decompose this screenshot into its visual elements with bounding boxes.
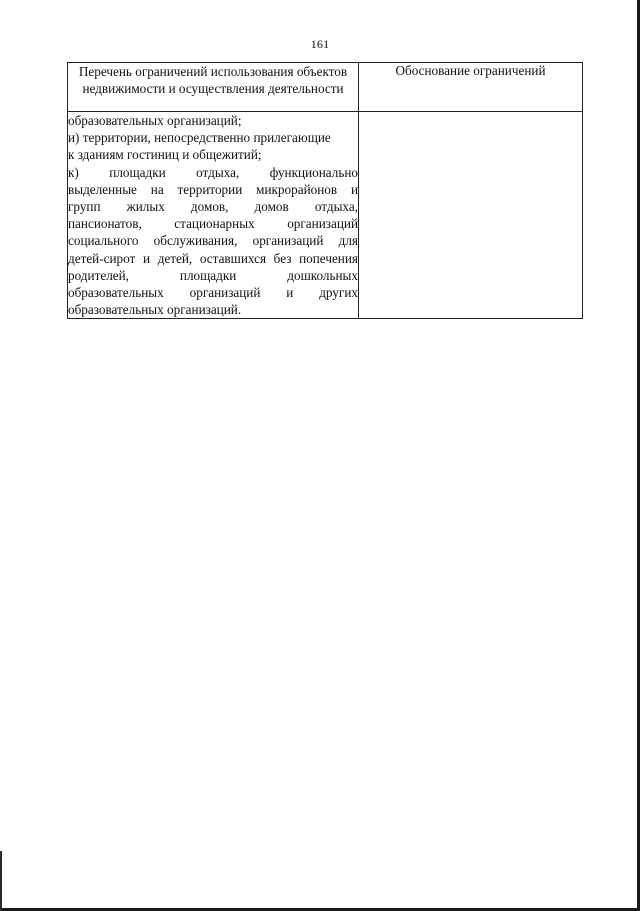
- text-line: групп жилых домов, домов отдыха,: [68, 199, 358, 215]
- text-line: образовательных организаций и других: [68, 285, 358, 301]
- text-line: детей-сирот и детей, оставшихся без попечения: [68, 250, 358, 266]
- restrictions-table: [67, 62, 583, 319]
- text-line: выделенные на территории микрорайонов и: [68, 181, 358, 197]
- text-line: образовательных организаций.: [68, 302, 242, 318]
- page-number: 161: [310, 37, 330, 51]
- table-row: [68, 112, 583, 319]
- restrictions-list-cell: [68, 112, 359, 319]
- header-restrictions-list: Перечень ограничений использования объектов недвижимости и осуществления деятельности: [68, 63, 359, 112]
- text-line: и) территории, непосредственно прилегающие: [68, 130, 331, 146]
- text-line: к зданиям гостиниц и общежитий;: [68, 147, 262, 163]
- text-line: к) площадки отдыха, функционально: [68, 164, 358, 180]
- text-line: пансионатов, стационарных организаций: [68, 216, 358, 232]
- text-line: образовательных организаций;: [68, 113, 242, 128]
- justification-cell: [359, 112, 583, 319]
- scan-edge-left: [0, 851, 2, 911]
- header-restrictions-justification: Обоснование ограничений: [359, 63, 583, 112]
- text-line: социального обслуживания, организаций для: [68, 233, 358, 249]
- table-header-row: [68, 63, 583, 112]
- text-line: родителей, площадки дошкольных: [68, 267, 358, 283]
